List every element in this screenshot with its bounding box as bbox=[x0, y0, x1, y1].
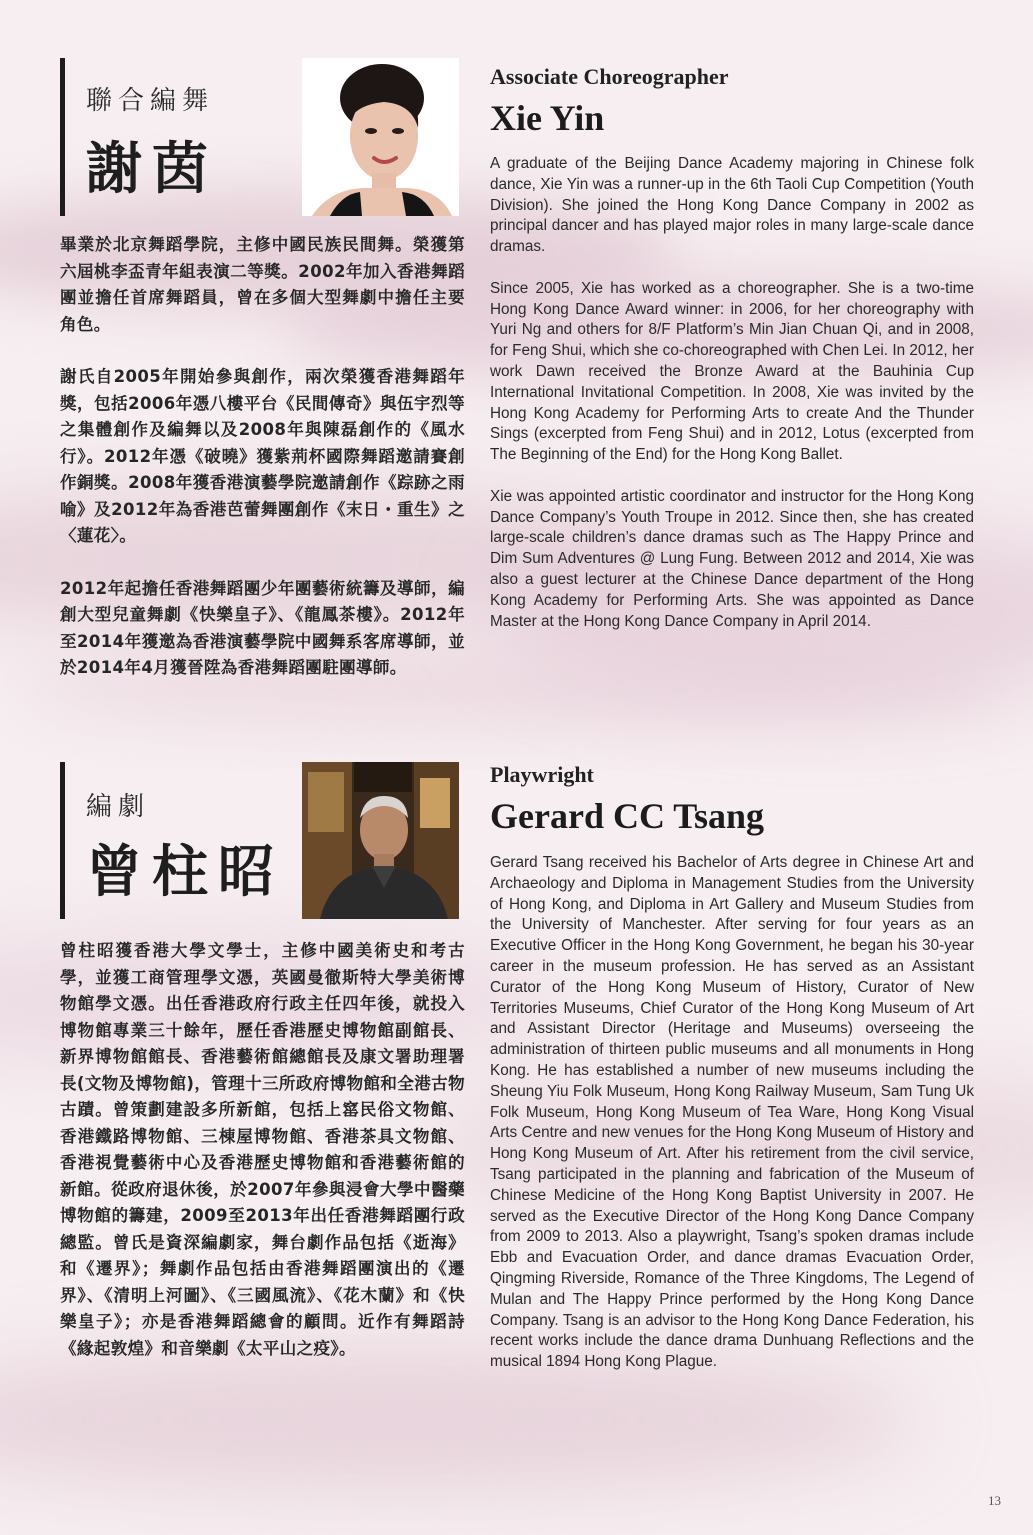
bio-zh-paragraph: 謝氏自2005年開始參與創作，兩次榮獲香港舞蹈年獎，包括2006年憑八樓平台《民間傳奇》與伍宇烈等之集體創作及編舞以及2008年與陳磊創作的《風水行》。2012年憑《破曉》獲紫荊杯國際舞蹈邀請賽創作銅獎。2008年獲香港演藝學院邀請創作《踪跡之雨喻》及2012年為香港芭蕾舞團創作《末日・重生》之〈蓮花〉。 bbox=[60, 367, 465, 545]
name-en: Xie Yin bbox=[490, 98, 605, 138]
role-zh: 聯合編舞 bbox=[86, 86, 215, 116]
name-zh: 謝茵 bbox=[86, 136, 218, 202]
portrait-photo bbox=[302, 762, 459, 919]
role-en: Playwright bbox=[490, 762, 594, 787]
bio-zh-paragraph: 曾柱昭獲香港大學文學士，主修中國美術史和考古學，並獲工商管理學文憑，英國曼徹斯特大學美術博物館學文憑。出任香港政府行政主任四年後，就投入博物館專業三十餘年，歷任香港歷史博物館副館長、新界博物館館長、香港藝術館總館長及康文署助理署長(文物及博物館)，管理十三所政府博物館和全港古物古蹟。曾策劃建設多所新館，包括上窰民俗文物館、香港鐵路博物館、三棟屋博物館、香港茶具文物館、香港視覺藝術中心及香港歷史博物館和香港藝術館的新館。從政府退休後，於2007年參與浸會大學中醫藥博物館的籌建，2009至2013年出任香港舞蹈團行政總監。曾氏是資深編劇家，舞台劇作品包括《逝海》和《遷界》；舞劇作品包括由香港舞蹈團演出的《遷界》、《清明上河圖》、《三國風流》、《花木蘭》和《快樂皇子》；亦是香港舞蹈總會的顧問。近作有舞蹈詩《緣起敦煌》和音樂劇《太平山之疫》。 bbox=[60, 941, 465, 1358]
role-zh: 編劇 bbox=[86, 792, 151, 822]
bio-en-paragraph: Since 2005, Xie has worked as a choreographer. She is a two-time Hong Kong Dance Award winner: in 2006, for her choreography with Yuri Ng and others for 8/F Platform’s Min Jian Chuan Qi, and in 2008, for Feng Shui, which she co-choreographed with Chen Lei. In 2012, her work Dawn received the Bronze Award at the Bauhinia Cup International Invitational Competition. In 2008, Xie was invited by the Hong Kong Academy for Performing Arts to create And the Thunder Sings (excerpted from Feng Shui) and in 2012, Lotus (excerpted from The Beginning of the End) for the Hong Kong Ballet. bbox=[490, 279, 974, 464]
bio-zh bbox=[60, 938, 465, 1388]
portrait-photo bbox=[302, 58, 459, 216]
bio-en-paragraph: A graduate of the Beijing Dance Academy majoring in Chinese folk dance, Xie Yin was a runner-up in the 6th Taoli Cup Competition (Youth Division). She joined the Hong Kong Dance Company in 2002 as principal dancer and has played major roles in many large-scale dance dramas. bbox=[490, 155, 974, 256]
bio-en bbox=[490, 853, 974, 1394]
bio-zh-paragraph: 2012年起擔任香港舞蹈團少年團藝術統籌及導師，編創大型兒童舞劇《快樂皇子》、《龍鳳茶樓》。2012年至2014年獲邀為香港演藝學院中國舞系客席導師，並於2014年4月獲晉陞為香港舞蹈團駐團導師。 bbox=[60, 578, 465, 677]
bio-en bbox=[490, 154, 974, 653]
name-en: Gerard CC Tsang bbox=[490, 796, 765, 836]
page-number: 13 bbox=[988, 1493, 1001, 1508]
bio-zh bbox=[60, 232, 465, 708]
title-accent-bar bbox=[60, 762, 65, 919]
name-zh: 曾柱昭 bbox=[86, 839, 284, 905]
title-accent-bar bbox=[60, 58, 65, 216]
bio-en-paragraph: Gerard Tsang received his Bachelor of Arts degree in Chinese Art and Archaeology and Diploma in Management Studies from the University of Hong Kong, and Diploma in Art Gallery and Museum Studies from the University of Manchester. After serving for four years as an Executive Officer in the Hong Kong Government, he began his 30-year career in the museum profession. He has served as an Assistant Curator of the Hong Kong Museum of History, Curator of New Territories Museums, Chief Curator of the Hong Kong Museum of Art and Assistant Director (Heritage and Museums) overseeing the administration of thirteen public museums and all monuments in Hong Kong. He has established a number of new museums including the Sheung Yiu Folk Museum, Hong Kong Railway Museum, Sam Tung Uk Folk Museum, Hong Kong Museum of Tea Ware, Hong Kong Visual Arts Centre and new venues for the Hong Kong Museum of History and Hong Kong Museum of Art. After his retirement from the civil service, Tsang participated in the planning and fabrication of the Museum of Chinese Medicine of the Hong Kong Baptist University in 2007. He served as the Executive Director of the Hong Kong Dance Company from 2009 to 2013. Also a playwright, Tsang’s spoken dramas include Ebb and Evacuation Order, and dance dramas Evacuation Order, Qingming Riverside, Romance of the Three Kingdoms, The Legend of Mulan and The Happy Prince performed by the Hong Kong Dance Company. Tsang is an advisor to the Hong Kong Dance Federation, his recent works include the dance drama Dunhuang Reflections and the musical 1894 Hong Kong Plague. bbox=[490, 854, 974, 1371]
role-en: Associate Choreographer bbox=[490, 64, 729, 89]
bio-en-paragraph: Xie was appointed artistic coordinator and instructor for the Hong Kong Dance Company’s Youth Troupe in 2012. Since then, she has created large-scale children’s dance dramas such as The Happy Prince and Dim Sum Adventures @ Lung Fung. Between 2012 and 2014, Xie was also a guest lecturer at the Chinese Dance department of the Hong Kong Academy for Performing Arts. She was appointed as Dance Master at the Hong Kong Dance Company in April 2014. bbox=[490, 487, 974, 630]
bio-zh-paragraph: 畢業於北京舞蹈學院，主修中國民族民間舞。榮獲第六屆桃李盃青年組表演二等獎。2002年加入香港舞蹈團並擔任首席舞蹈員，曾在多個大型舞劇中擔任主要角色。 bbox=[60, 235, 465, 334]
